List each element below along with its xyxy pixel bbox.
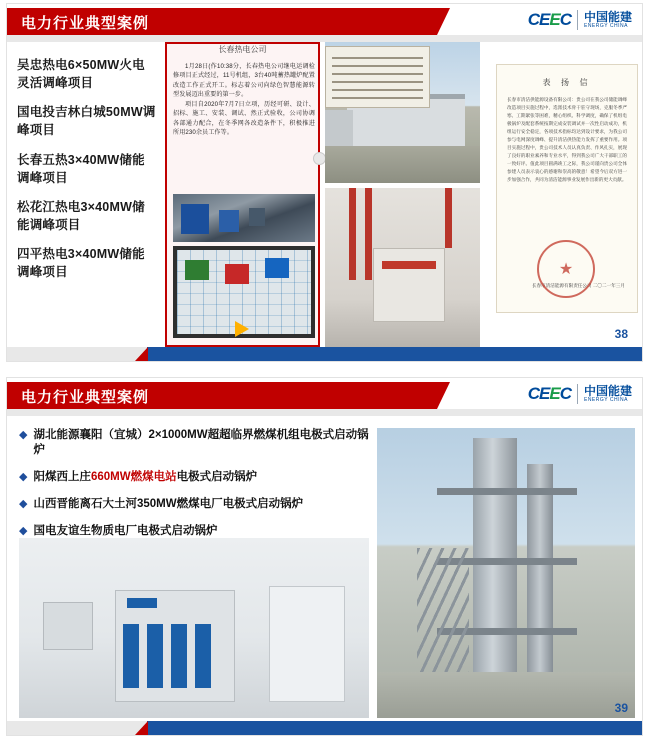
official-stamp-icon: [537, 240, 595, 298]
page-number: 39: [614, 701, 628, 715]
diamond-bullet-icon: ◆: [19, 429, 28, 441]
slide-header: [7, 4, 642, 40]
diamond-bullet-icon: ◆: [19, 470, 28, 483]
list-item: 国电投吉林白城50MW调峰项目: [17, 105, 156, 138]
equipment-photo: [173, 194, 315, 242]
thank-you-letter-photo: [496, 64, 638, 313]
list-item: [19, 428, 371, 458]
bullet-text: [33, 470, 257, 485]
page-number: 38: [614, 327, 628, 341]
document-caption: 长春热电公司: [218, 45, 267, 54]
header-grey-bar: [7, 35, 642, 42]
list-item: 吴忠热电6×50MW火电灵活调峰项目: [17, 58, 145, 91]
notice-document-photo: [325, 46, 430, 108]
footer-red-accent: [135, 721, 148, 735]
logo-divider: [577, 10, 578, 30]
header-grey-bar: [7, 409, 642, 416]
document-paragraph-1: 1月28日(作10:38分，长春热电公司继电运调检修项目正式经过，11号机组，3台40吨蓄热罐炉配置改造工作正式开工。标志着公司向绿色智慧能源转型发展迈出重要的第一步。: [173, 63, 315, 99]
bullet-text: 国电友谊生物质电厂电极式启动锅炉: [33, 524, 218, 537]
logo-text: [584, 11, 632, 29]
logo-divider: [577, 384, 578, 404]
letter-title: 表 扬 信: [542, 78, 592, 87]
slide-header: [7, 378, 642, 414]
slide-38: [6, 3, 643, 362]
logo-cn-label: 中国能建: [583, 10, 632, 25]
company-logo: [528, 384, 632, 404]
boiler-tower-photo: [377, 428, 635, 718]
logo-en-label: ENERGY CHINA: [583, 22, 628, 29]
list-item: 长春五热3×40MW储能调峰项目: [17, 152, 145, 185]
logo-cn-label: 中国能建: [583, 384, 632, 399]
arrow-icon: [235, 321, 249, 337]
page-title: 电力行业典型案例: [21, 389, 150, 406]
logo-mark-icon: CEEC: [527, 384, 571, 403]
bullet-text-a: 阳煤西上庄: [33, 470, 91, 483]
interior-pipework-photo: [325, 188, 480, 347]
pump-room-photo: [19, 538, 369, 718]
bullet-text: 山西晋能离石大土河350MW燃煤电厂电极式启动锅炉: [33, 497, 304, 510]
list-item: [19, 497, 371, 512]
project-list: [17, 56, 157, 292]
list-item: 松花江热电3×40MW储能调峰项目: [17, 199, 145, 232]
diamond-bullet-icon: ◆: [19, 497, 28, 510]
bullet-text: 湖北能源襄阳（宜城）2×1000MW超超临界燃煤机组电极式启动锅炉: [33, 429, 369, 456]
letter-body: 长春市清洁供能源设备有限公司：贵公司在我公司储能调峰改造项目实施过程中，选派技术骨干驻守现场，克服冬季严寒、工期紧张等困难，精心组织、科学调度，确保了机组电极锅炉及配套系统按期完成安装调试并一次性启动成功，机组运行安全稳定，各项技术指标均达到设计要求，为我公司参与电网深度调峰、提升清洁供热能力发挥了重要作用。项目实施过程中，贵公司技术人员认真负责、作风扎实，展现了良好的职业素养和专业水平，得到我公司广大干部职工的一致好评。值此项目圆满竣工之际，我公司谨向贵公司全体参建人员表示衷心的感谢和崇高的敬意！希望今后双方进一步加强合作，共同为清洁能源事业发展作出新的更大贡献。: [507, 97, 627, 183]
logo-mark-icon: CEEC: [527, 10, 571, 29]
bullet-text-highlight: 660MW燃煤电站: [90, 470, 177, 483]
letter-signature: 长春市清洁能源有限责任公司 二〇二一年三月: [531, 282, 625, 288]
footer-red-accent: [135, 347, 148, 361]
bullet-text-b: 电极式启动锅炉: [176, 470, 258, 483]
diamond-bullet-icon: ◆: [19, 524, 28, 537]
slide-39: [6, 377, 643, 736]
logo-en-label: ENERGY CHINA: [583, 396, 628, 403]
list-item: [19, 470, 371, 485]
document-body-text: [173, 62, 315, 138]
document-card: [165, 42, 320, 347]
logo-text: [584, 385, 632, 403]
page-title: 电力行业典型案例: [21, 15, 150, 32]
list-item: [19, 524, 371, 539]
document-paragraph-2: 项目自2020年7月7日立项，历经可研、设计、招标、施工、安装、调试、然正式验收，公司协调各部通力配合，在冬季网各改造条件下，积极推进所用230余员工作等。: [173, 100, 315, 137]
footer-blue-bar: [147, 721, 643, 735]
list-item: 四平热电3×40MW储能调峰项目: [17, 247, 145, 280]
footer-blue-bar: [147, 347, 643, 361]
company-logo: [528, 10, 632, 30]
